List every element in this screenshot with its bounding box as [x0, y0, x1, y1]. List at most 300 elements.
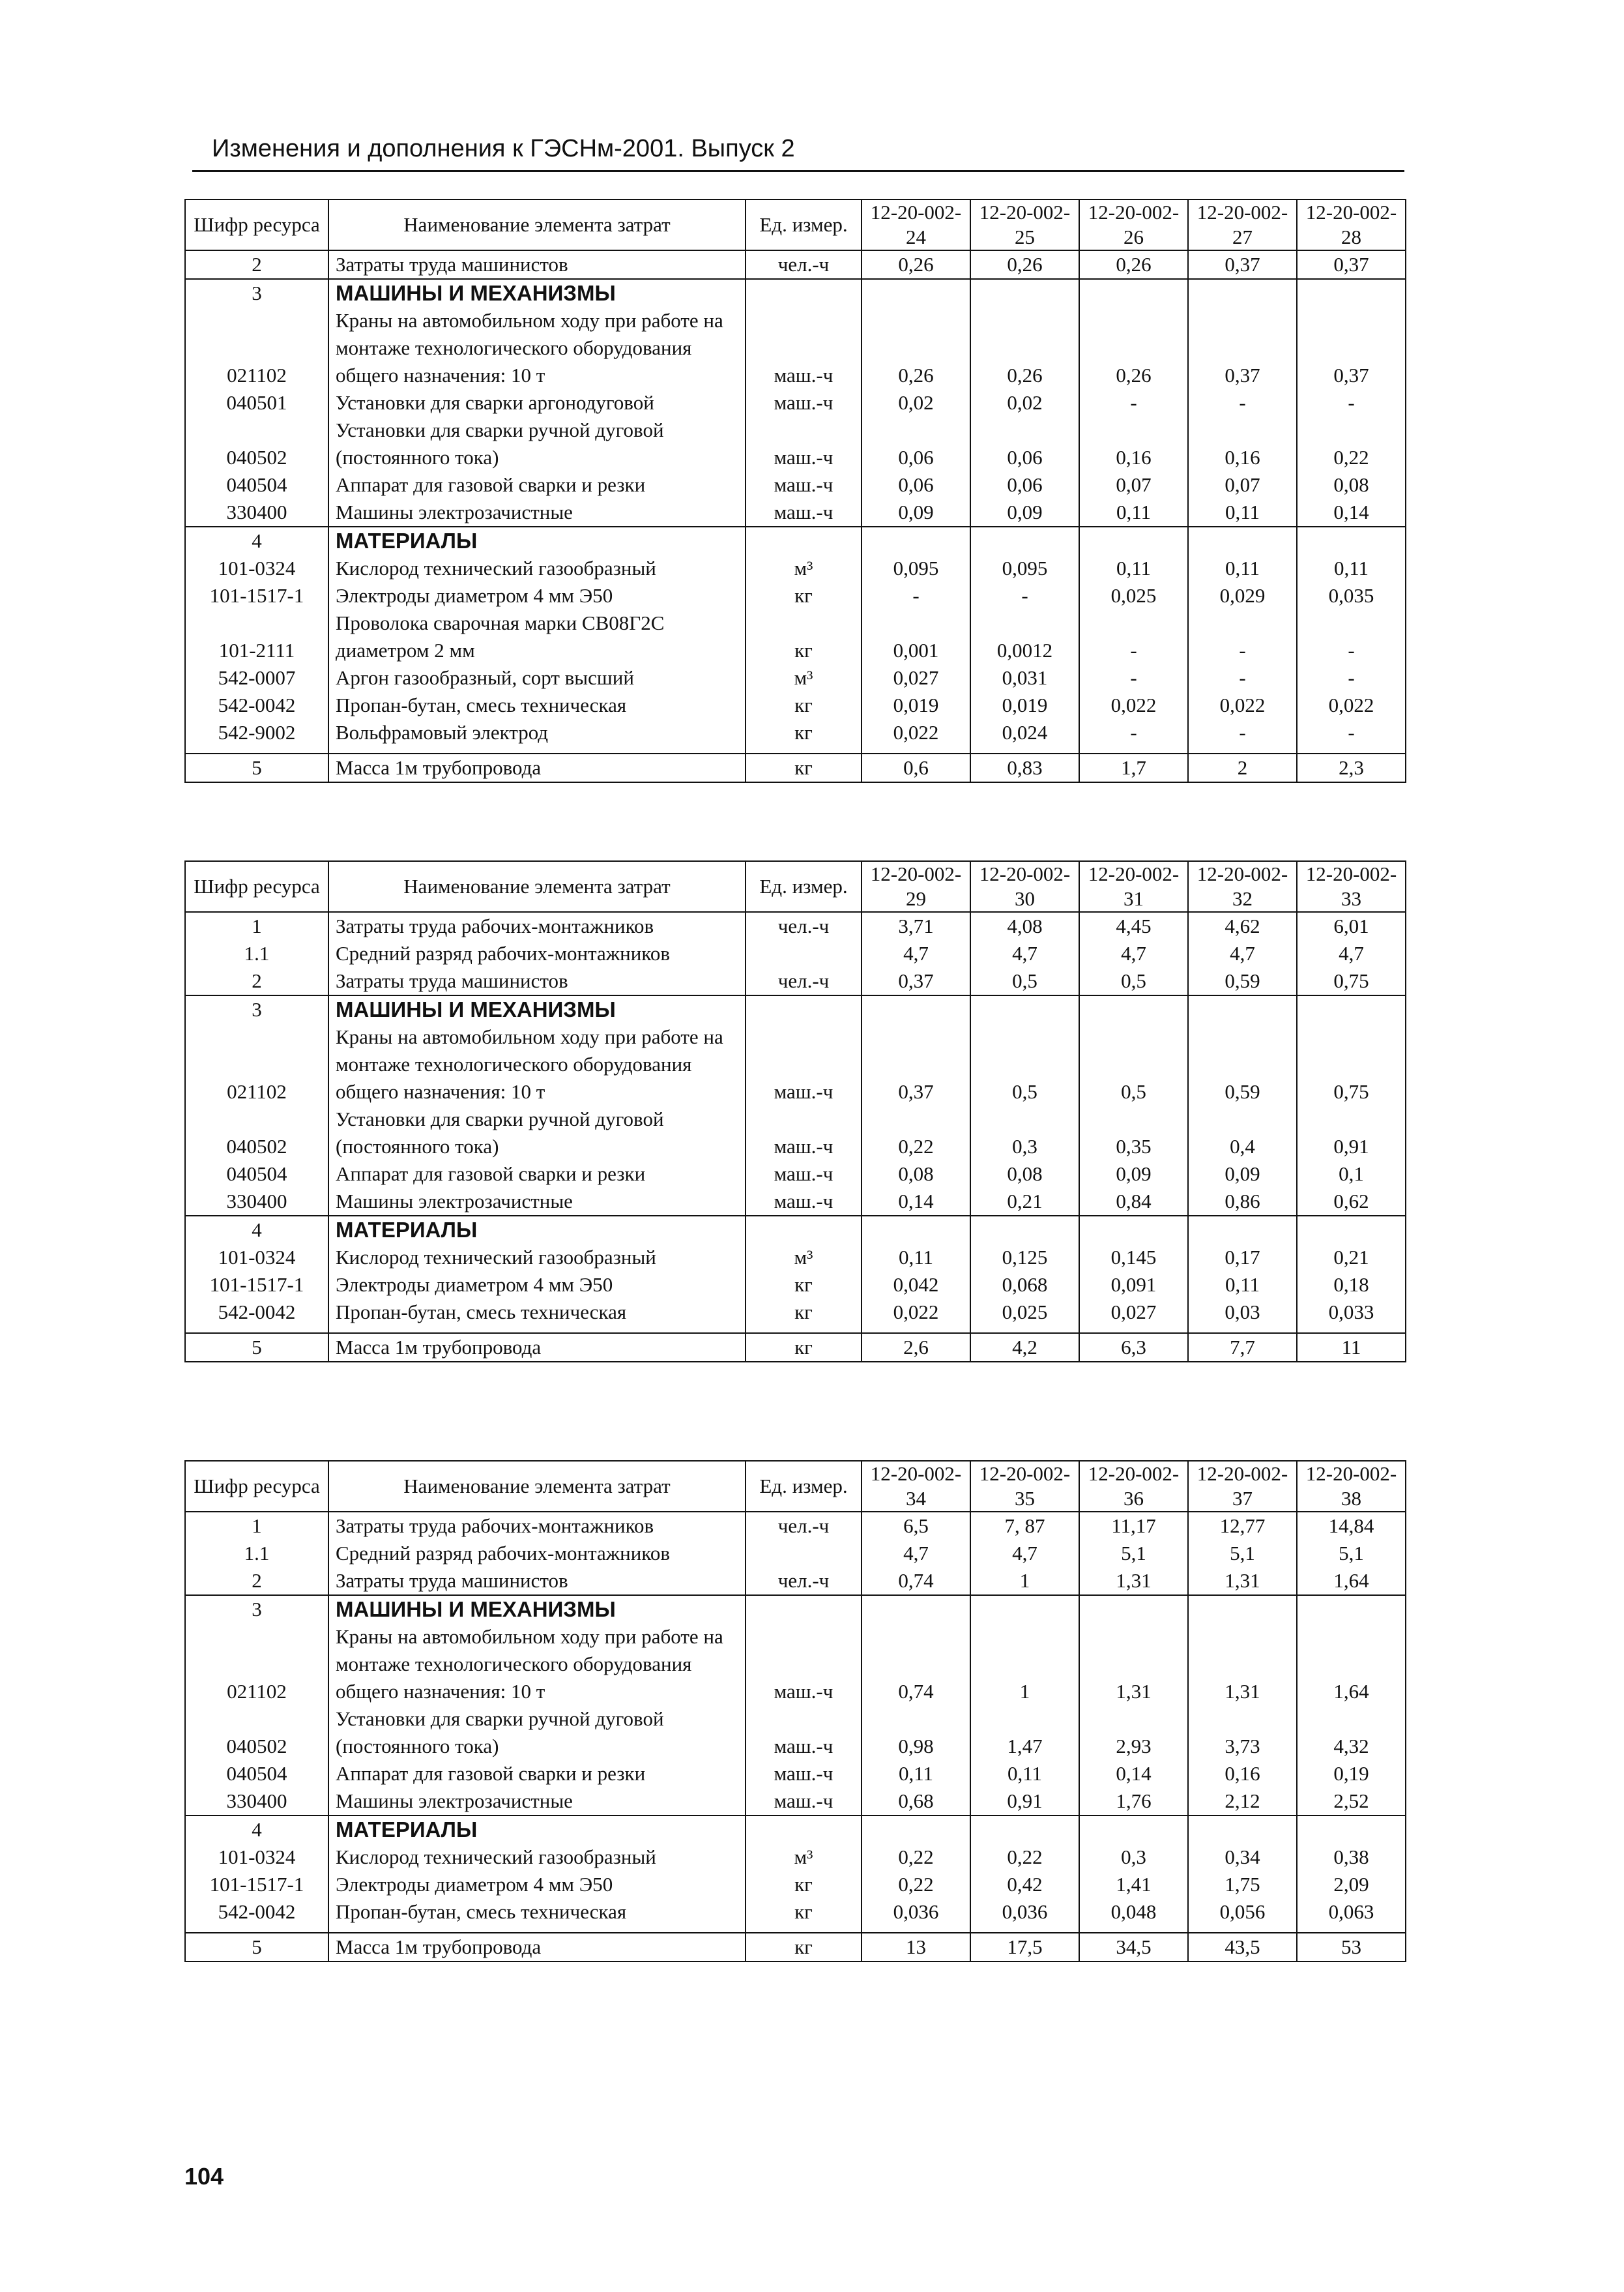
table-row — [185, 1760, 1406, 1787]
table-row — [185, 307, 1406, 389]
value-cell: 0,11 — [970, 1760, 1079, 1787]
value-cell: 1 — [970, 1567, 1079, 1595]
spacer-cell — [1297, 1326, 1406, 1333]
value-cell: 0,16 — [1188, 417, 1297, 471]
value-cell: 0,07 — [1188, 471, 1297, 499]
value-cell — [1188, 1595, 1297, 1623]
header-row — [185, 1461, 1406, 1512]
value-cell: 0,0012 — [970, 610, 1079, 664]
value-cell: 0,3 — [970, 1106, 1079, 1160]
value-cell: 0,21 — [970, 1188, 1079, 1216]
value-cell — [970, 995, 1079, 1023]
resource-code: 101-0324 — [185, 1244, 328, 1271]
value-cell: 0,42 — [970, 1871, 1079, 1898]
value-cell: 4,7 — [1297, 940, 1406, 967]
value-cell: 0,095 — [862, 555, 970, 582]
value-cell: 0,22 — [862, 1871, 970, 1898]
table-row — [185, 1567, 1406, 1595]
value-cell: 0,18 — [1297, 1271, 1406, 1299]
value-cell — [1188, 279, 1297, 307]
value-cell: 0,11 — [862, 1244, 970, 1271]
resource-code: 040504 — [185, 1160, 328, 1188]
value-cell: 6,01 — [1297, 912, 1406, 940]
value-cell: 4,7 — [970, 940, 1079, 967]
unit-cell: маш.-ч — [746, 389, 862, 417]
value-cell: 0,027 — [1079, 1299, 1188, 1326]
value-cell: 0,036 — [970, 1898, 1079, 1926]
unit-cell — [746, 1595, 862, 1623]
unit-cell: маш.-ч — [746, 499, 862, 527]
table-row — [185, 1188, 1406, 1216]
value-cell — [1188, 527, 1297, 555]
resource-code: 542-0007 — [185, 664, 328, 692]
value-cell: 0,34 — [1188, 1844, 1297, 1871]
value-cell: 0,21 — [1297, 1244, 1406, 1271]
cost-element-name: Кислород технический газообразный — [328, 1244, 746, 1271]
value-cell: 11,17 — [1079, 1512, 1188, 1540]
cost-table-2 — [184, 860, 1406, 1362]
value-cell: 0,26 — [1079, 307, 1188, 389]
unit-cell: кг — [746, 1871, 862, 1898]
table-row — [185, 1160, 1406, 1188]
value-cell: 6,5 — [862, 1512, 970, 1540]
value-cell — [970, 279, 1079, 307]
value-cell: 0,019 — [862, 692, 970, 719]
resource-code: 4 — [185, 527, 328, 555]
value-cell: 4,7 — [1188, 940, 1297, 967]
resource-code: 101-0324 — [185, 1844, 328, 1871]
cost-element-name: Электроды диаметром 4 мм Э50 — [328, 1871, 746, 1898]
value-cell: 0,37 — [862, 1023, 970, 1106]
cost-element-name: Масса 1м трубопровода — [328, 754, 746, 782]
value-cell: 0,86 — [1188, 1188, 1297, 1216]
table-row — [185, 1540, 1406, 1567]
value-cell: 0,4 — [1188, 1106, 1297, 1160]
value-cell: 0,091 — [1079, 1271, 1188, 1299]
spacer-cell — [862, 1326, 970, 1333]
value-cell: 1,31 — [1079, 1623, 1188, 1705]
col-header-estimate-code: 12-20-002-31 — [1079, 861, 1188, 912]
value-cell — [970, 1595, 1079, 1623]
value-cell: 0,91 — [970, 1787, 1079, 1815]
value-cell: 0,02 — [970, 389, 1079, 417]
unit-cell: м³ — [746, 1844, 862, 1871]
value-cell: 4,7 — [862, 940, 970, 967]
value-cell: 1,41 — [1079, 1871, 1188, 1898]
unit-cell: маш.-ч — [746, 417, 862, 471]
value-cell: 0,063 — [1297, 1898, 1406, 1926]
resource-code: 5 — [185, 1933, 328, 1961]
resource-code: 330400 — [185, 1787, 328, 1815]
col-header-estimate-code: 12-20-002-35 — [970, 1461, 1079, 1512]
value-cell: 0,025 — [1079, 582, 1188, 610]
section-title: МАТЕРИАЛЫ — [328, 527, 746, 555]
value-cell: 0,08 — [970, 1160, 1079, 1188]
cost-element-name: Установки для сварки ручной дуговой (постоянного тока) — [328, 1705, 746, 1760]
value-cell — [1079, 527, 1188, 555]
value-cell: 0,06 — [862, 417, 970, 471]
value-cell: 0,26 — [970, 307, 1079, 389]
spacer-row — [185, 1926, 1406, 1933]
value-cell: 0,145 — [1079, 1244, 1188, 1271]
spacer-cell — [746, 746, 862, 754]
resource-code: 4 — [185, 1216, 328, 1244]
value-cell: 0,056 — [1188, 1898, 1297, 1926]
value-cell: 4,45 — [1079, 912, 1188, 940]
table-row — [185, 610, 1406, 664]
unit-cell — [746, 527, 862, 555]
unit-cell: м³ — [746, 664, 862, 692]
value-cell: 0,5 — [1079, 1023, 1188, 1106]
value-cell: 0,37 — [1297, 307, 1406, 389]
unit-cell: кг — [746, 1933, 862, 1961]
table-row — [185, 1244, 1406, 1271]
value-cell: - — [1079, 719, 1188, 746]
col-header-estimate-code: 12-20-002-25 — [970, 199, 1079, 250]
value-cell: 0,26 — [862, 250, 970, 279]
value-cell: 0,1 — [1297, 1160, 1406, 1188]
value-cell: 5,1 — [1188, 1540, 1297, 1567]
value-cell: 5,1 — [1079, 1540, 1188, 1567]
value-cell: 0,06 — [862, 471, 970, 499]
unit-cell: кг — [746, 1299, 862, 1326]
value-cell: - — [1079, 389, 1188, 417]
cost-element-name: Установки для сварки аргонодуговой — [328, 389, 746, 417]
unit-cell: кг — [746, 1333, 862, 1362]
value-cell: 0,22 — [970, 1844, 1079, 1871]
value-cell: - — [1079, 610, 1188, 664]
value-cell: 2,6 — [862, 1333, 970, 1362]
table-row — [185, 692, 1406, 719]
value-cell: 0,5 — [970, 967, 1079, 995]
table-row — [185, 582, 1406, 610]
value-cell: 0,11 — [1188, 555, 1297, 582]
spacer-cell — [328, 1926, 746, 1933]
resource-code: 021102 — [185, 1023, 328, 1106]
cost-element-name: Пропан-бутан, смесь техническая — [328, 1299, 746, 1326]
value-cell: 0,5 — [1079, 967, 1188, 995]
unit-cell: кг — [746, 1898, 862, 1926]
col-header-name: Наименование элемента затрат — [328, 199, 746, 250]
table-row — [185, 1595, 1406, 1623]
table-row — [185, 1844, 1406, 1871]
table-row — [185, 417, 1406, 471]
spacer-cell — [185, 1326, 328, 1333]
cost-element-name: Краны на автомобильном ходу при работе на монтаже технологического оборудования общего назначения: 10 т — [328, 1023, 746, 1106]
value-cell: 0,125 — [970, 1244, 1079, 1271]
value-cell — [1079, 1216, 1188, 1244]
unit-cell: м³ — [746, 555, 862, 582]
resource-code: 2 — [185, 250, 328, 279]
cost-element-name: Машины электрозачистные — [328, 499, 746, 527]
resource-code: 542-0042 — [185, 1299, 328, 1326]
value-cell: 6,3 — [1079, 1333, 1188, 1362]
value-cell: 1,76 — [1079, 1787, 1188, 1815]
unit-cell: маш.-ч — [746, 471, 862, 499]
value-cell — [970, 527, 1079, 555]
value-cell — [1297, 279, 1406, 307]
resource-code: 101-2111 — [185, 610, 328, 664]
value-cell — [1188, 1815, 1297, 1844]
col-header-estimate-code: 12-20-002-30 — [970, 861, 1079, 912]
cost-element-name: Машины электрозачистные — [328, 1188, 746, 1216]
unit-cell — [746, 279, 862, 307]
value-cell: 0,16 — [1188, 1760, 1297, 1787]
unit-cell: маш.-ч — [746, 1787, 862, 1815]
value-cell: 0,83 — [970, 754, 1079, 782]
resource-code: 101-1517-1 — [185, 1871, 328, 1898]
cost-element-name: Пропан-бутан, смесь техническая — [328, 1898, 746, 1926]
value-cell — [1297, 1216, 1406, 1244]
unit-cell: маш.-ч — [746, 1160, 862, 1188]
col-header-unit: Ед. измер. — [746, 861, 862, 912]
col-header-code: Шифр ресурса — [185, 861, 328, 912]
value-cell: 0,3 — [1079, 1844, 1188, 1871]
value-cell: 4,08 — [970, 912, 1079, 940]
value-cell: 0,022 — [1188, 692, 1297, 719]
unit-cell: кг — [746, 719, 862, 746]
value-cell: 1,31 — [1188, 1623, 1297, 1705]
unit-cell: кг — [746, 754, 862, 782]
col-header-code: Шифр ресурса — [185, 1461, 328, 1512]
cost-element-name: Установки для сварки ручной дуговой (постоянного тока) — [328, 417, 746, 471]
section-title: МАТЕРИАЛЫ — [328, 1815, 746, 1844]
value-cell: 0,029 — [1188, 582, 1297, 610]
cost-element-name: Кислород технический газообразный — [328, 1844, 746, 1871]
value-cell: - — [862, 582, 970, 610]
unit-cell: кг — [746, 1271, 862, 1299]
value-cell: 1,64 — [1297, 1567, 1406, 1595]
cost-element-name: Аргон газообразный, сорт высший — [328, 664, 746, 692]
value-cell: 0,11 — [1188, 1271, 1297, 1299]
table-row — [185, 1871, 1406, 1898]
unit-cell — [746, 995, 862, 1023]
cost-element-name: Пропан-бутан, смесь техническая — [328, 692, 746, 719]
col-header-estimate-code: 12-20-002-34 — [862, 1461, 970, 1512]
value-cell: 0,22 — [862, 1844, 970, 1871]
col-header-estimate-code: 12-20-002-29 — [862, 861, 970, 912]
value-cell — [862, 527, 970, 555]
value-cell — [1079, 1815, 1188, 1844]
value-cell: 0,036 — [862, 1898, 970, 1926]
resource-code: 3 — [185, 1595, 328, 1623]
resource-code: 3 — [185, 279, 328, 307]
value-cell: 4,32 — [1297, 1705, 1406, 1760]
resource-code: 021102 — [185, 307, 328, 389]
unit-cell — [746, 1815, 862, 1844]
col-header-estimate-code: 12-20-002-33 — [1297, 861, 1406, 912]
unit-cell — [746, 1540, 862, 1567]
cost-table-3 — [184, 1460, 1406, 1962]
value-cell — [970, 1216, 1079, 1244]
unit-cell: маш.-ч — [746, 307, 862, 389]
value-cell: 0,35 — [1079, 1106, 1188, 1160]
table-row — [185, 1333, 1406, 1362]
spacer-cell — [746, 1926, 862, 1933]
cost-element-name: Аппарат для газовой сварки и резки — [328, 1160, 746, 1188]
value-cell — [862, 279, 970, 307]
col-header-unit: Ед. измер. — [746, 1461, 862, 1512]
value-cell — [1079, 1595, 1188, 1623]
table-row — [185, 389, 1406, 417]
value-cell: 0,74 — [862, 1623, 970, 1705]
spacer-cell — [970, 1326, 1079, 1333]
spacer-cell — [328, 746, 746, 754]
resource-code: 1.1 — [185, 1540, 328, 1567]
value-cell: 0,03 — [1188, 1299, 1297, 1326]
resource-code: 5 — [185, 754, 328, 782]
value-cell: 0,91 — [1297, 1106, 1406, 1160]
value-cell: 3,73 — [1188, 1705, 1297, 1760]
value-cell — [862, 995, 970, 1023]
value-cell: 4,62 — [1188, 912, 1297, 940]
resource-code: 2 — [185, 1567, 328, 1595]
spacer-cell — [862, 746, 970, 754]
value-cell: 0,068 — [970, 1271, 1079, 1299]
table-row — [185, 1787, 1406, 1815]
value-cell: 1,47 — [970, 1705, 1079, 1760]
table-row — [185, 995, 1406, 1023]
unit-cell: чел.-ч — [746, 250, 862, 279]
table-row — [185, 1933, 1406, 1961]
value-cell: 0,024 — [970, 719, 1079, 746]
value-cell: 0,26 — [1079, 250, 1188, 279]
value-cell: 0,59 — [1188, 967, 1297, 995]
resource-code: 101-1517-1 — [185, 582, 328, 610]
value-cell: 0,07 — [1079, 471, 1188, 499]
spacer-cell — [185, 1926, 328, 1933]
value-cell: 0,26 — [970, 250, 1079, 279]
col-header-name: Наименование элемента затрат — [328, 861, 746, 912]
value-cell: 0,37 — [1188, 250, 1297, 279]
unit-cell: маш.-ч — [746, 1760, 862, 1787]
value-cell: 0,19 — [1297, 1760, 1406, 1787]
value-cell: - — [1297, 664, 1406, 692]
spacer-cell — [1188, 1326, 1297, 1333]
spacer-cell — [970, 746, 1079, 754]
value-cell: 0,22 — [862, 1106, 970, 1160]
value-cell — [1297, 1595, 1406, 1623]
value-cell: 0,09 — [1079, 1160, 1188, 1188]
value-cell: 3,71 — [862, 912, 970, 940]
resource-code: 542-0042 — [185, 1898, 328, 1926]
value-cell: 0,37 — [1188, 307, 1297, 389]
value-cell: 43,5 — [1188, 1933, 1297, 1961]
resource-code: 021102 — [185, 1623, 328, 1705]
resource-code: 3 — [185, 995, 328, 1023]
value-cell: 4,7 — [1079, 940, 1188, 967]
col-header-estimate-code: 12-20-002-24 — [862, 199, 970, 250]
spacer-cell — [1079, 746, 1188, 754]
spacer-cell — [1079, 1926, 1188, 1933]
spacer-cell — [746, 1326, 862, 1333]
value-cell: 1,7 — [1079, 754, 1188, 782]
resource-code: 040502 — [185, 1705, 328, 1760]
table-row — [185, 1705, 1406, 1760]
value-cell: 4,7 — [862, 1540, 970, 1567]
cost-element-name: Затраты труда машинистов — [328, 250, 746, 279]
value-cell — [970, 1815, 1079, 1844]
unit-cell: маш.-ч — [746, 1188, 862, 1216]
unit-cell — [746, 1216, 862, 1244]
resource-code: 542-0042 — [185, 692, 328, 719]
resource-code: 4 — [185, 1815, 328, 1844]
value-cell: 0,09 — [1188, 1160, 1297, 1188]
value-cell: - — [1188, 719, 1297, 746]
table-row — [185, 1898, 1406, 1926]
value-cell: 0,019 — [970, 692, 1079, 719]
col-header-estimate-code: 12-20-002-32 — [1188, 861, 1297, 912]
resource-code: 040504 — [185, 471, 328, 499]
spacer-cell — [1297, 746, 1406, 754]
header-row — [185, 861, 1406, 912]
value-cell: 0,16 — [1079, 417, 1188, 471]
value-cell — [1188, 995, 1297, 1023]
value-cell: 0,22 — [1297, 417, 1406, 471]
value-cell: 0,75 — [1297, 1023, 1406, 1106]
spacer-row — [185, 1326, 1406, 1333]
value-cell: - — [1079, 664, 1188, 692]
value-cell — [862, 1216, 970, 1244]
value-cell: - — [1297, 719, 1406, 746]
value-cell: 2,09 — [1297, 1871, 1406, 1898]
unit-cell: чел.-ч — [746, 1512, 862, 1540]
table-row — [185, 1623, 1406, 1705]
col-header-estimate-code: 12-20-002-26 — [1079, 199, 1188, 250]
value-cell: 0,59 — [1188, 1023, 1297, 1106]
section-title: МАТЕРИАЛЫ — [328, 1216, 746, 1244]
value-cell: 0,14 — [1079, 1760, 1188, 1787]
resource-code: 542-9002 — [185, 719, 328, 746]
cost-element-name: Кислород технический газообразный — [328, 555, 746, 582]
cost-table-1 — [184, 199, 1406, 783]
cost-element-name: Аппарат для газовой сварки и резки — [328, 1760, 746, 1787]
value-cell: 0,022 — [862, 1299, 970, 1326]
spacer-cell — [185, 746, 328, 754]
value-cell: 0,11 — [862, 1760, 970, 1787]
header-title: Изменения и дополнения к ГЭСНм-2001. Выпуск 2 — [212, 135, 795, 162]
value-cell: 0,048 — [1079, 1898, 1188, 1926]
cost-element-name: Затраты труда рабочих-монтажников — [328, 912, 746, 940]
value-cell — [1079, 279, 1188, 307]
unit-cell: чел.-ч — [746, 1567, 862, 1595]
value-cell: 0,84 — [1079, 1188, 1188, 1216]
cost-element-name: Установки для сварки ручной дуговой (постоянного тока) — [328, 1106, 746, 1160]
value-cell: 0,08 — [1297, 471, 1406, 499]
value-cell: 0,06 — [970, 417, 1079, 471]
resource-code: 101-0324 — [185, 555, 328, 582]
value-cell: 0,02 — [862, 389, 970, 417]
value-cell: 0,74 — [862, 1567, 970, 1595]
value-cell: 17,5 — [970, 1933, 1079, 1961]
spacer-row — [185, 746, 1406, 754]
cost-element-name: Затраты труда машинистов — [328, 967, 746, 995]
value-cell: 0,09 — [862, 499, 970, 527]
spacer-cell — [1188, 746, 1297, 754]
resource-code: 040501 — [185, 389, 328, 417]
cost-element-name: Затраты труда машинистов — [328, 1567, 746, 1595]
value-cell: 0,031 — [970, 664, 1079, 692]
value-cell: 1,31 — [1188, 1567, 1297, 1595]
value-cell: 0,14 — [862, 1188, 970, 1216]
resource-code: 5 — [185, 1333, 328, 1362]
value-cell: 4,2 — [970, 1333, 1079, 1362]
spacer-cell — [328, 1326, 746, 1333]
value-cell: 34,5 — [1079, 1933, 1188, 1961]
resource-code: 1 — [185, 1512, 328, 1540]
value-cell: 7, 87 — [970, 1512, 1079, 1540]
value-cell: 0,022 — [1297, 692, 1406, 719]
